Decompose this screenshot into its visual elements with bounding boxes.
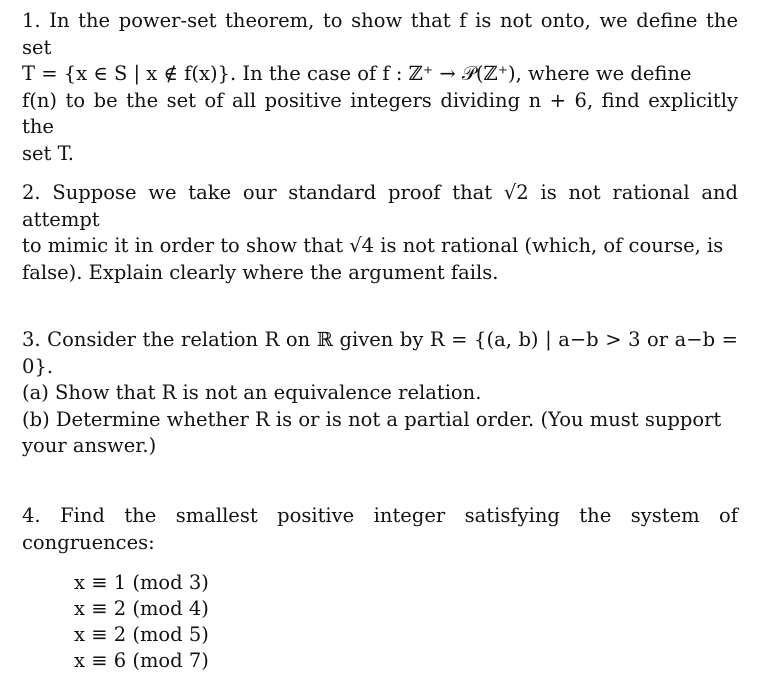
problem-4-line-1: 4. Find the smallest positive integer satisfying the system of congruences: <box>22 504 738 554</box>
problem-3-part-b: (b) Determine whether R is or is not a partial order. (You must support <box>22 407 722 431</box>
problem-4 <box>22 503 738 674</box>
problem-1-line-4: set T. <box>22 141 74 165</box>
congruence-system <box>74 570 738 674</box>
problem-3 <box>22 327 738 460</box>
problem-2-line-2: to mimic it in order to show that √4 is not rational (which, of course, is <box>22 234 724 257</box>
problem-1-number: 1. <box>22 9 41 32</box>
problem-1-line-1: 1. In the power-set theorem, to show that f is not onto, we define the set <box>22 9 738 59</box>
problem-1 <box>22 8 738 167</box>
problem-3-line-1: 3. Consider the relation R on ℝ given by R = {(a, b) | a−b > 3 or a−b = 0}. <box>22 328 738 378</box>
problem-2 <box>22 180 738 286</box>
congruence-4: x ≡ 6 (mod 7) <box>74 649 209 672</box>
problem-1-line-3: f(n) to be the set of all positive integers dividing n + 6, find explicitly the <box>22 88 738 138</box>
problem-2-line-3: false). Explain clearly where the argument fails. <box>22 260 499 284</box>
congruence-1: x ≡ 1 (mod 3) <box>74 571 209 594</box>
problem-1-line-2: T = {x ∈ S | x ∉ f(x)}. In the case of f : ℤ⁺ → 𝒫(ℤ⁺), where we define <box>22 62 692 85</box>
problem-4-number: 4. <box>22 504 41 527</box>
problem-3-number: 3. <box>22 328 41 351</box>
problem-2-number: 2. <box>22 181 41 204</box>
problem-3-part-a: (a) Show that R is not an equivalence relation. <box>22 381 482 404</box>
congruence-3: x ≡ 2 (mod 5) <box>74 623 209 646</box>
problem-2-line-1: 2. Suppose we take our standard proof that √2 is not rational and attempt <box>22 181 738 231</box>
congruence-2: x ≡ 2 (mod 4) <box>74 597 209 620</box>
problem-3-line-4: your answer.) <box>22 434 157 457</box>
